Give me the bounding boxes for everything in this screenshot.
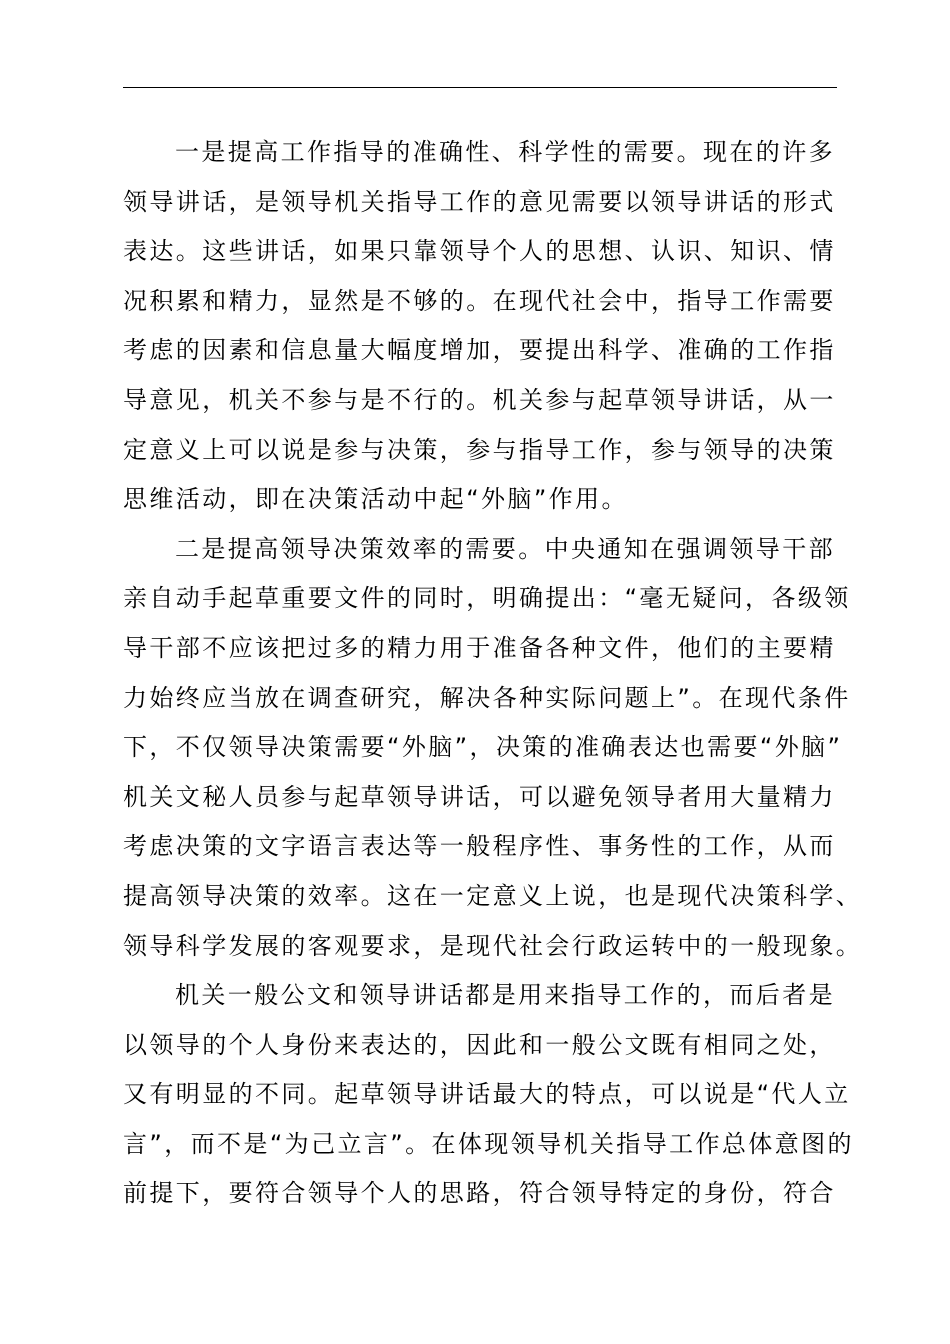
text-line: 前提下，要符合领导个人的思路，符合领导特定的身份，符合 [123,1179,836,1208]
text-line: 提高领导决策的效率。这在一定意义上说，也是现代决策科学、 [123,881,863,910]
paragraph-2 [123,525,863,971]
text-line: 领导科学发展的客观要求，是现代社会行政运转中的一般现象。 [123,931,863,960]
text-line: 表达。这些讲话，如果只靠领导个人的思想、认识、知识、情 [123,237,836,266]
text-line: 考虑的因素和信息量大幅度增加，要提出科学、准确的工作指 [123,336,836,365]
text-line: 机关文秘人员参与起草领导讲话，可以避免领导者用大量精力 [123,782,836,811]
text-line: 言”，而不是“为己立言”。在体现领导机关指导工作总体意图的 [123,1129,854,1158]
text-line: 力始终应当放在调查研究，解决各种实际问题上”。在现代条件 [123,683,851,712]
text-line: 思维活动，即在决策活动中起“外脑”作用。 [123,485,628,514]
text-line: 又有明显的不同。起草领导讲话最大的特点，可以说是“代人立 [123,1080,851,1109]
text-line: 一是提高工作指导的准确性、科学性的需要。现在的许多 [175,138,835,166]
text-line: 领导讲话，是领导机关指导工作的意见需要以领导讲话的形式 [123,187,836,216]
text-line: 导干部不应该把过多的精力用于准备各种文件，他们的主要精 [123,633,836,662]
text-line: 亲自动手起草重要文件的同时，明确提出：“毫无疑问，各级领 [123,584,851,613]
document-body [123,128,863,1219]
paragraph-1 [123,128,837,525]
text-line: 定意义上可以说是参与决策，参与指导工作，参与领导的决策 [123,435,836,464]
text-line: 下，不仅领导决策需要“外脑”，决策的准确表达也需要“外脑” [123,733,843,762]
header-rule [123,87,837,88]
text-line: 二是提高领导决策效率的需要。中央通知在强调领导干部 [175,534,835,563]
text-line: 以领导的个人身份来表达的，因此和一般公文既有相同之处， [123,1030,836,1059]
text-line: 机关一般公文和领导讲话都是用来指导工作的，而后者是 [175,981,835,1010]
text-line: 导意见，机关不参与是不行的。机关参与起草领导讲话，从一 [123,385,836,414]
paragraph-3 [123,971,854,1219]
text-line: 况积累和精力，显然是不够的。在现代社会中，指导工作需要 [123,286,836,315]
text-line: 考虑决策的文字语言表达等一般程序性、事务性的工作，从而 [123,832,836,861]
